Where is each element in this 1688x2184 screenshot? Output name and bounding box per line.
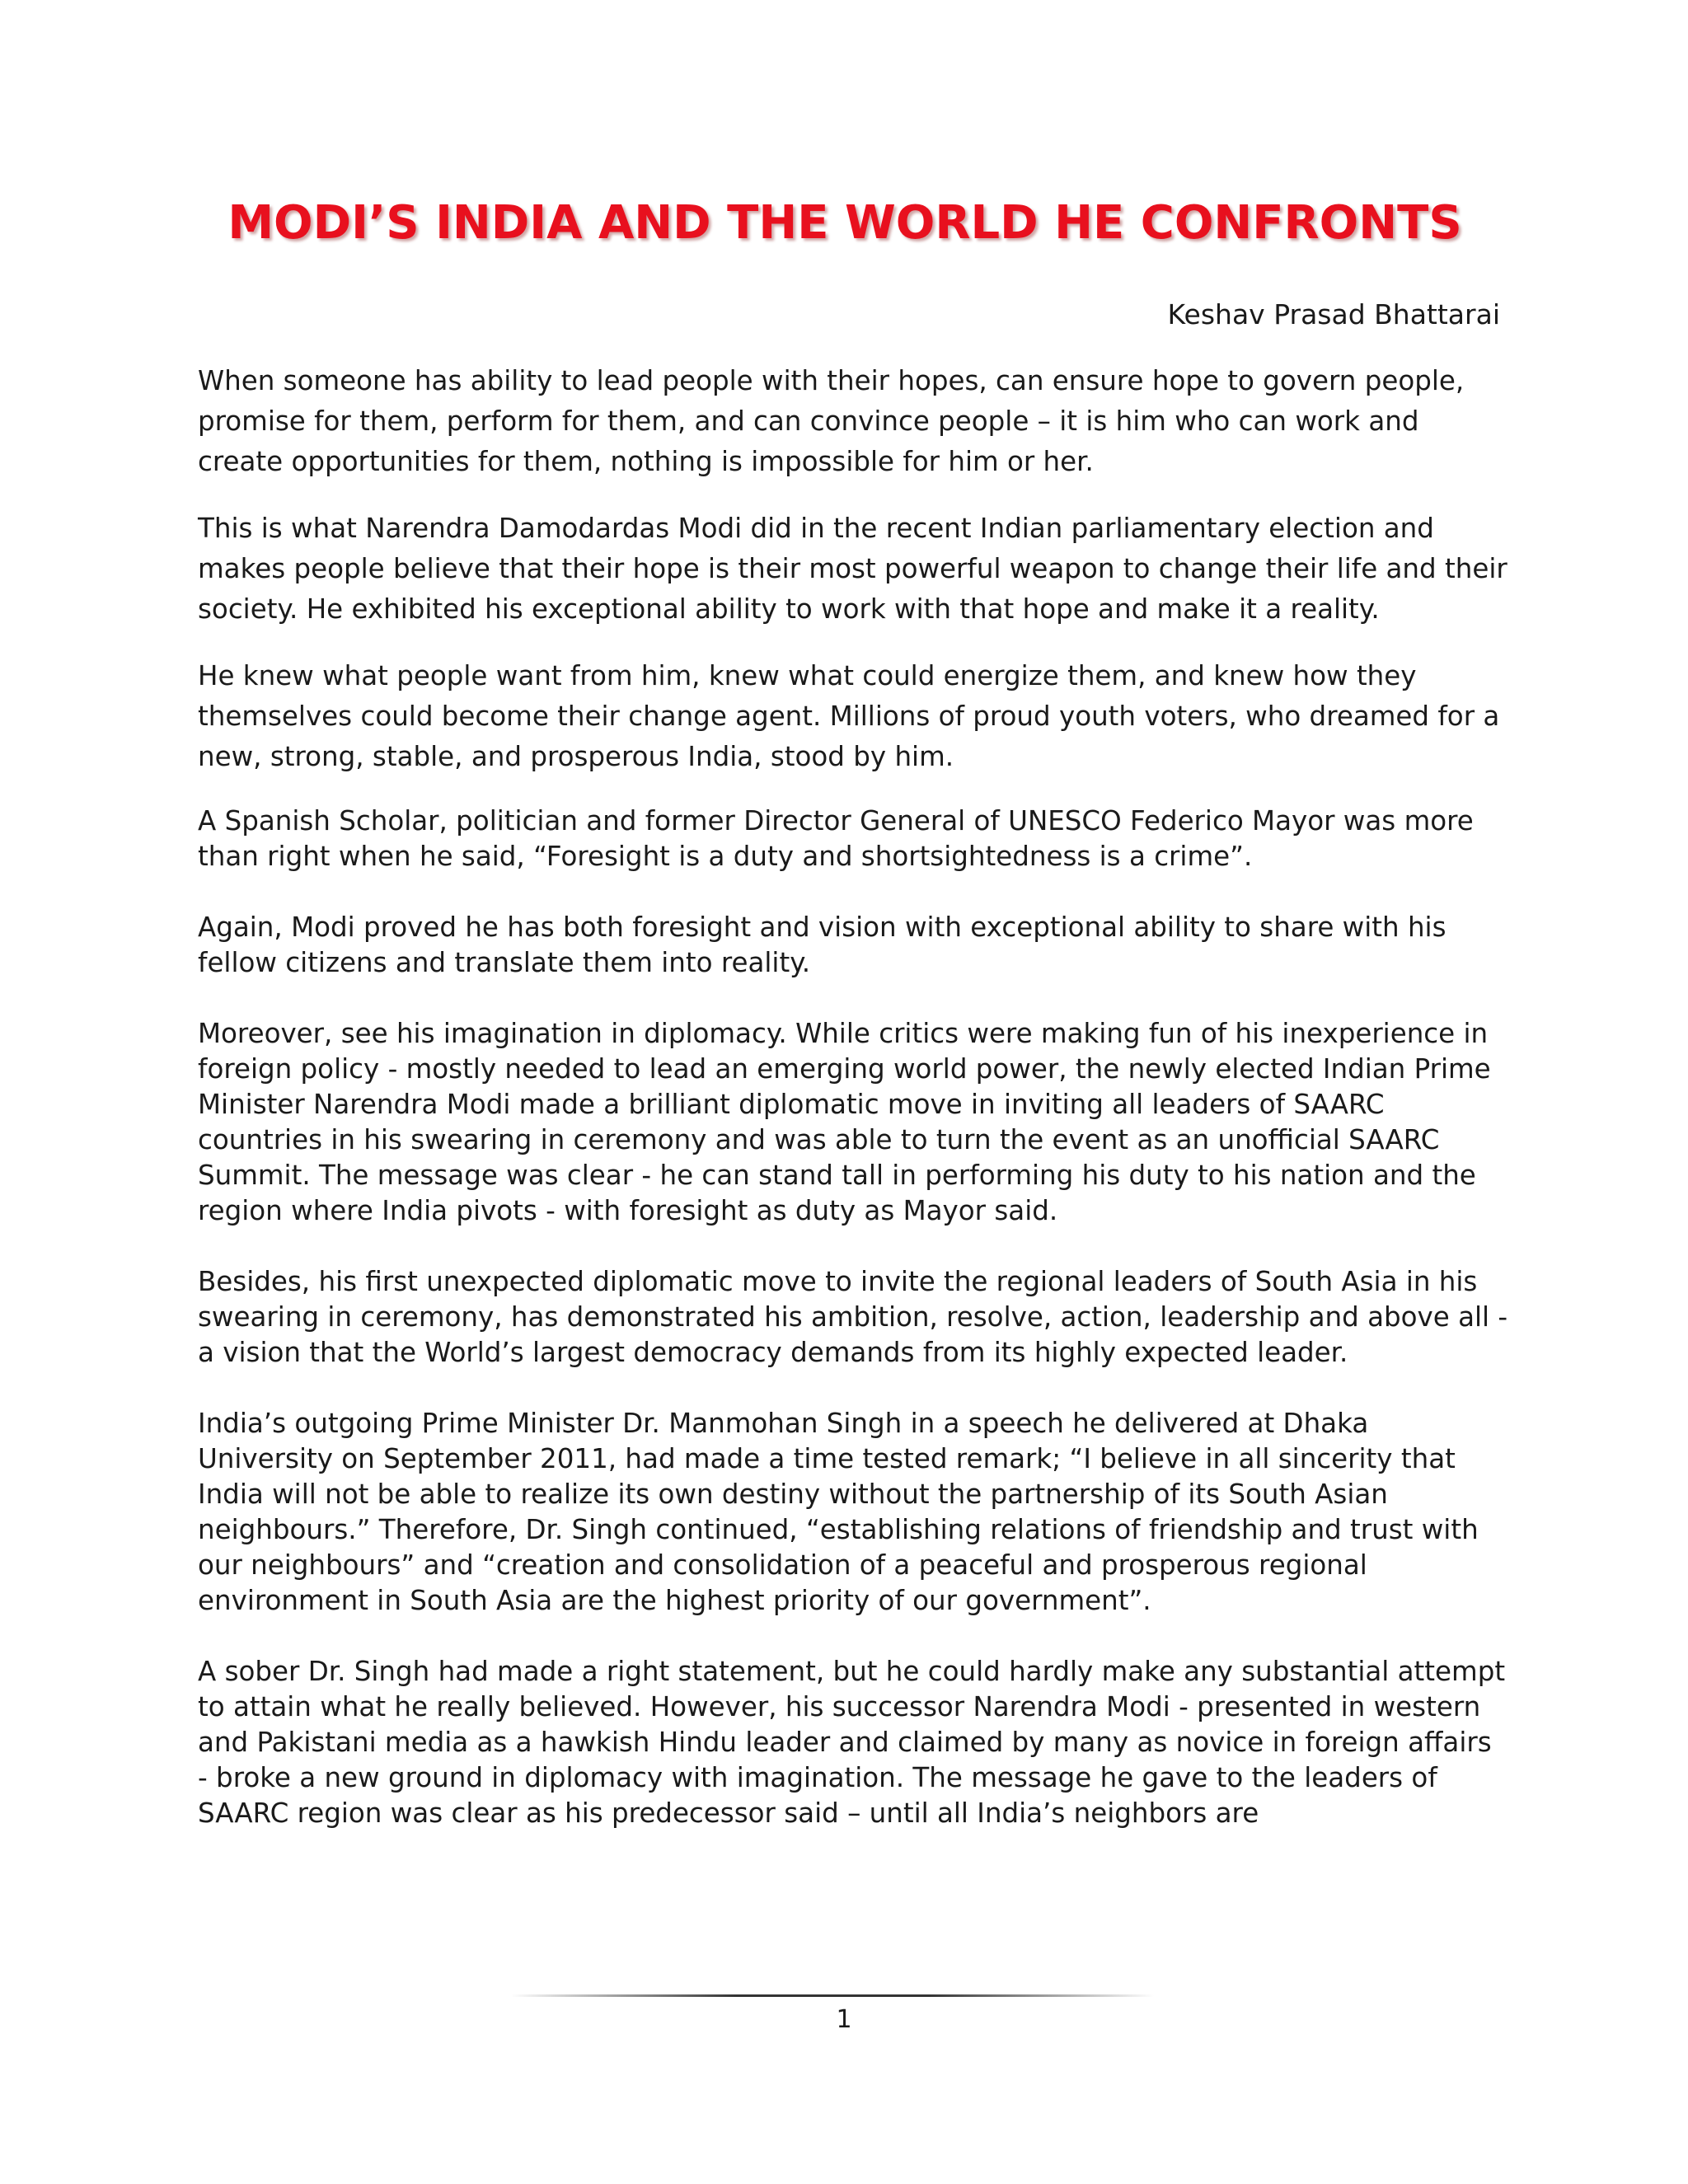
paragraph: Moreover, see his imagination in diplomacy. While critics were making fun of his inexperience in foreign policy - mostly needed to lead an emerging world power, the newly elected Indian Prime Minister Narendra Modi made a brilliant diplomatic move in inviting all leaders of SAARC countries in his swearing in ceremony and was able to turn the event as an unofficial SAARC Summit. The message was clear - he can stand tall in performing his duty to his nation and the region where India pivots - with foresight as duty as Mayor said.: [198, 1018, 1491, 1226]
document-title: MODI’S INDIA AND THE WORLD HE CONFRONTS: [227, 196, 1462, 250]
paragraph: This is what Narendra Damodardas Modi did in the recent Indian parliamentary election and makes people believe that their hope is their most powerful weapon to change their life and their society. He exhibited his exceptional ability to work with that hope and make it a reality.: [198, 513, 1507, 625]
paragraph: A sober Dr. Singh had made a right statement, but he could hardly make any substantial attempt to attain what he really believed. However, his successor Narendra Modi - presented in western and Pakistani media as a hawkish Hindu leader and claimed by many as novice in foreign affairs - broke a new ground in diplomacy with imagination. The message he gave to the leaders of SAARC region was clear as his predecessor said – until all India’s neighbors are: [198, 1656, 1506, 1829]
paragraph: A Spanish Scholar, politician and former Director General of UNESCO Federico Mayor was more than right when he said, “Foresight is a duty and shortsightedness is a crime”.: [198, 805, 1474, 872]
page-number: 1: [836, 2005, 852, 2034]
paragraph: Besides, his first unexpected diplomatic move to invite the regional leaders of South Asia in his swearing in ceremony, has demonstrated his ambition, resolve, action, leadership and above all - a vision that the World’s largest democracy demands from its highly expected leader.: [198, 1266, 1508, 1368]
author-name: Keshav Prasad Bhattarai: [1167, 298, 1500, 330]
footer-divider: [511, 1994, 1154, 1997]
paragraph: He knew what people want from him, knew what could energize them, and knew how they themselves could become their change agent. Millions of proud youth voters, who dreamed for a new, strong, stable, and prosperous India, stood by him.: [198, 660, 1500, 772]
paragraph: When someone has ability to lead people with their hopes, can ensure hope to govern people, promise for them, perform for them, and can convince people – it is him who can work and create opportunities for them, nothing is impossible for him or her.: [198, 365, 1465, 477]
paragraph: Again, Modi proved he has both foresight and vision with exceptional ability to share with his fellow citizens and translate them into reality.: [198, 912, 1447, 978]
article-body: [198, 361, 1508, 1867]
paragraph: India’s outgoing Prime Minister Dr. Manmohan Singh in a speech he delivered at Dhaka University on September 2011, had made a time tested remark; “I believe in all sincerity that India will not be able to realize its own destiny without the partnership of its South Asian neighbours.” Therefore, Dr. Singh continued, “establishing relations of friendship and trust with our neighbours” and “creation and consolidation of a peaceful and prosperous regional environment in South Asia are the highest priority of our government”.: [198, 1408, 1479, 1616]
